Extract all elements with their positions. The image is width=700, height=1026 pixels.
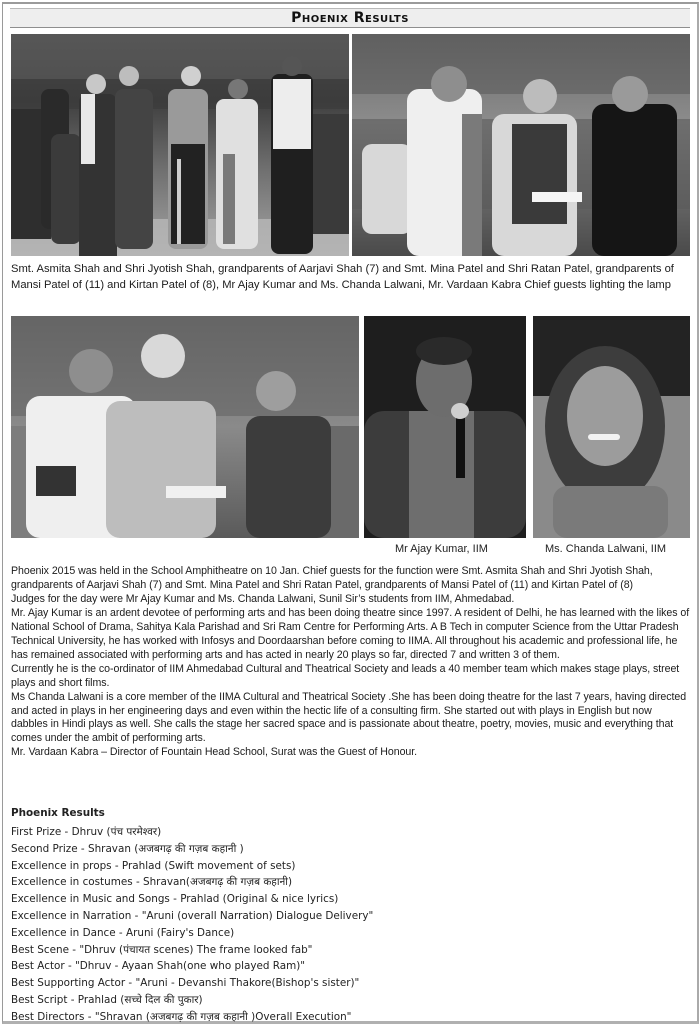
- article-paragraph: Ms Chanda Lalwani is a core member of the IIMA Cultural and Theatrical Society .She has been doing theatre for the last 7 years, having directed and acted in plays in her engineering days and even within the hectic life of a consulting firm. She started out with plays in English but now dabbles in Hindi plays as well. She calls the stage her sacred space and is passionate about theatre, poetry, movies, music and everything that comes under the ambit of performing arts.: [11, 690, 687, 745]
- photo-caption-top: Smt. Asmita Shah and Shri Jyotish Shah, grandparents of Aarjavi Shah (7) and Smt. Mina Patel and Shri Ratan Patel, grandparents of Mansi Patel of (11) and Kirtan Patel of (8), Mr Ajay Kumar and Ms. Chanda Lalwani, Mr. Vardaan Kabra Chief guests lighting the lamp: [11, 263, 674, 291]
- result-item: Excellence in Narration - "Aruni (overall Narration) Dialogue Delivery": [11, 909, 374, 922]
- results-list: [11, 806, 461, 1026]
- result-item: First Prize - Dhruv (पंच परमेश्वर): [11, 826, 162, 838]
- result-item: Best Supporting Actor - "Aruni - Devanshi Thakore(Bishop's sister)": [11, 977, 360, 990]
- result-item: Excellence in props - Prahlad (Swift movement of sets): [11, 859, 296, 872]
- caption-chanda-lalwani: Ms. Chanda Lalwani, IIM: [545, 543, 667, 555]
- results-heading: Phoenix Results: [11, 807, 105, 819]
- article-paragraph: Phoenix 2015 was held in the School Amphitheatre on 10 Jan. Chief guests for the function were Smt. Asmita Shah and Shri Jyotish Shah, grandparents of Aarjavi Shah (7) and Smt. Mina Patel and Shri Ratan Patel, grandparents of Mansi Patel of (11) and Kirtan Patel of (8): [11, 565, 653, 591]
- photo-award-presentation-2: [11, 316, 359, 538]
- result-item: Best Directors - "Shravan (अजबगढ़ की गज़ब कहानी )Overall Execution": [11, 1010, 352, 1023]
- article-body: [11, 565, 691, 760]
- photo-lamp-lighting: [11, 34, 349, 256]
- result-item: Excellence in Music and Songs - Prahlad (Original & nice lyrics): [11, 893, 339, 906]
- result-item: Best Scene - "Dhruv (पंचायत scenes) The frame looked fab": [11, 943, 313, 956]
- article-paragraph: Mr. Ajay Kumar is an ardent devotee of performing arts and has been doing theatre since 1997. A resident of Delhi, he has learned with the likes of National School of Drama, Sahitya Kala Parishad and Sri Ram Centre for Performing Arts. A B Tech in computer Science from the Uttar Pradesh Technical University, he has worked with Infosys and Doordaarshan before coming to IIMA. All throughout his academic and professional life, he has remained associated with performing arts and has acted in nearly 20 plays so far, directed 7 and written 3 of them.: [11, 606, 690, 661]
- result-item: Excellence in costumes - Shravan(अजबगढ़ की गज़ब कहानी): [11, 876, 293, 889]
- photo-portrait-microphone: [364, 316, 526, 538]
- article-paragraph: Mr. Vardaan Kabra – Director of Fountain Head School, Surat was the Guest of Honour.: [11, 746, 418, 759]
- article-paragraph: Judges for the day were Mr Ajay Kumar and Ms. Chanda Lalwani, Sunil Sir’s students from IIM, Ahmedabad.: [11, 592, 515, 605]
- page-title: Phoenix Results: [291, 10, 409, 26]
- result-item: Second Prize - Shravan (अजबगढ़ की गज़ब कहानी ): [11, 842, 244, 855]
- result-item: Excellence in Dance - Aruni (Fairy's Dance): [11, 926, 235, 939]
- caption-ajay-kumar: Mr Ajay Kumar, IIM: [395, 543, 488, 555]
- photo-portrait-smiling: [533, 316, 690, 538]
- result-item: Best Script - Prahlad (सच्चे दिल की पुकार): [11, 993, 203, 1006]
- photo-award-presentation: [352, 34, 690, 256]
- result-item: Best Actor - "Dhruv - Ayaan Shah(one who played Ram)": [11, 960, 306, 973]
- page-title-bar: [10, 8, 690, 28]
- article-paragraph: Currently he is the co-ordinator of IIM Ahmedabad Cultural and Theatrical Society and leads a 40 member team which makes stage plays, street plays and short films.: [11, 662, 680, 689]
